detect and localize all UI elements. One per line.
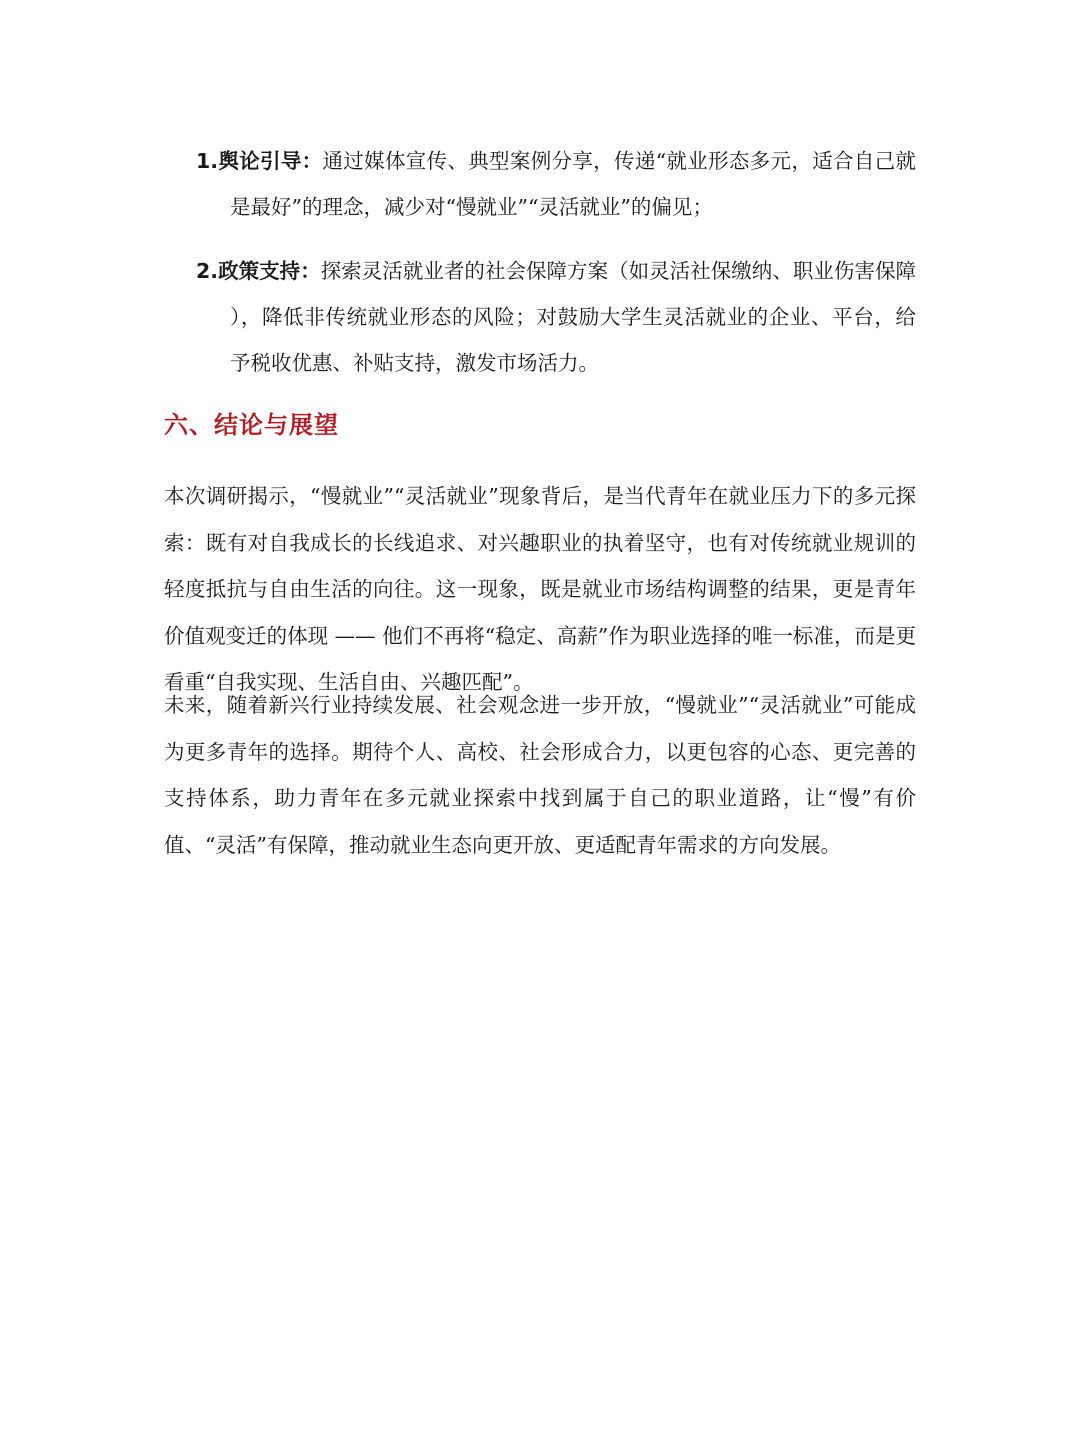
list-item [196, 248, 916, 386]
paragraph: 未来，随着新兴行业持续发展、社会观念进一步开放，“慢就业”“灵活就业”可能成为更多青年的选择。期待个人、高校、社会形成合力，以更包容的心态、更完善的支持体系，助力青年在多元就业探索中找到属于自己的职业道路，让“慢”有价值、“灵活”有保障，推动就业生态向更开放、更适配青年需求的方向发展。 [164, 693, 916, 857]
list-item-text: 通过媒体宣传、典型案例分享，传递“就业形态多元，适合自己就是最好”的理念，减少对“慢就业”“灵活就业”的偏见； [230, 149, 916, 219]
list-item-lead: 2.政策支持： [196, 259, 321, 283]
list-item-text: 探索灵活就业者的社会保障方案（如灵活社保缴纳、职业伤害保障 ），降低非传统就业形态的风险；对鼓励大学生灵活就业的企业、平台，给予税收优惠、补贴支持，激发市场活力。 [230, 259, 916, 375]
list-item [196, 138, 916, 230]
section-heading: 六、结论与展望 [164, 411, 339, 439]
paragraph: 本次调研揭示，“慢就业”“灵活就业”现象背后，是当代青年在就业压力下的多元探索：既有对自我成长的长线追求、对兴趣职业的执着坚守，也有对传统就业规训的轻度抵抗与自由生活的向往。这一现象，既是就业市场结构调整的结果，更是青年价值观变迁的体现 —— 他们不再将“稳定、高薪”作为职业选择的唯一标准，而是更看重“自我实现、生活自由、兴趣匹配”。 [164, 484, 916, 694]
list-item-lead: 1.舆论引导： [196, 149, 323, 173]
